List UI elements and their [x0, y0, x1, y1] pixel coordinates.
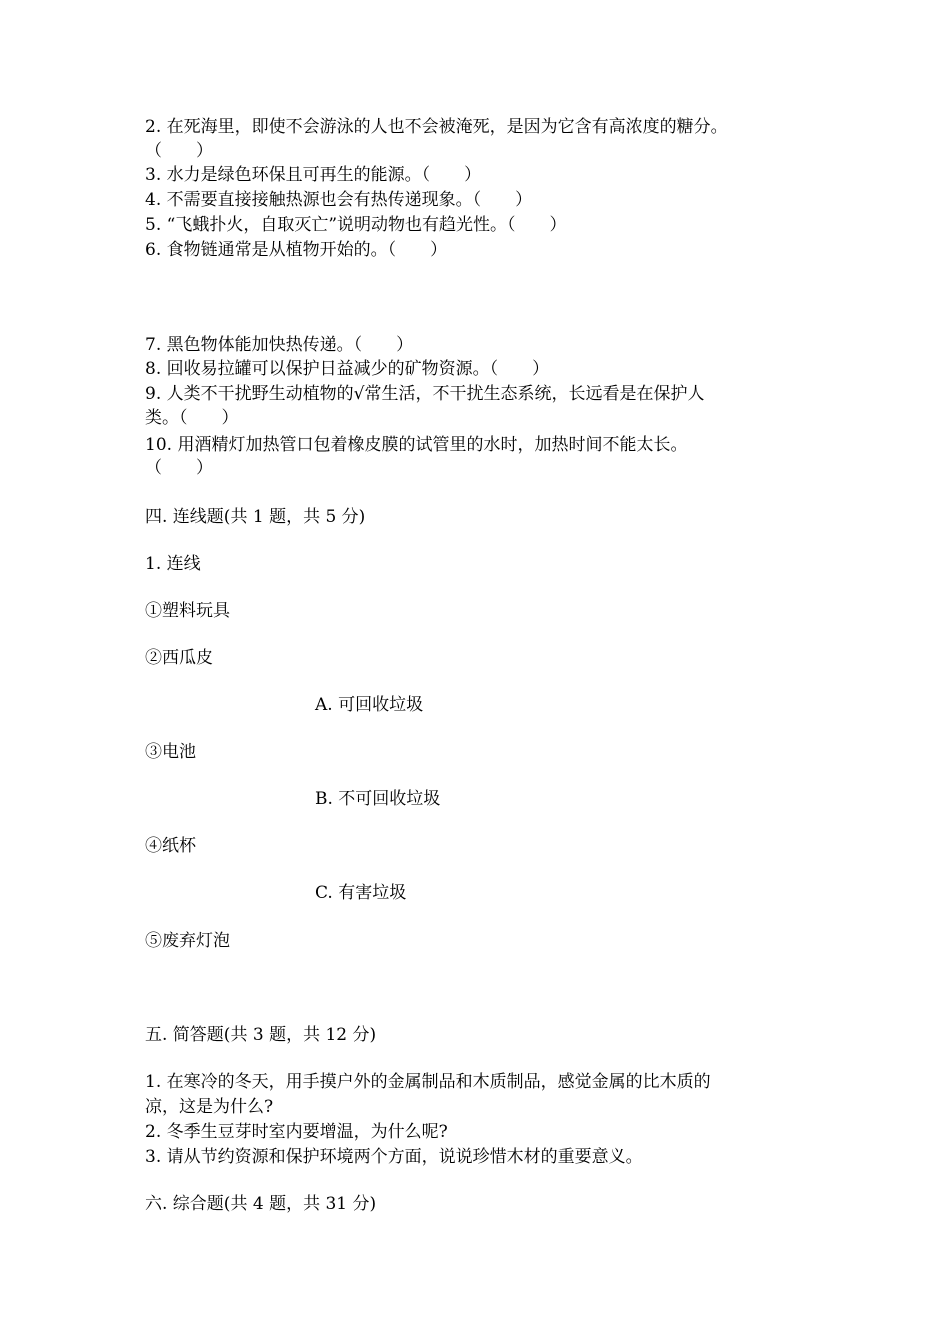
short-answer-q3: 3. 请从节约资源和保护环境两个方面，说说珍惜木材的重要意义。 [145, 1147, 643, 1167]
judgment-item-2: 2. 在死海里，即使不会游泳的人也不会被淹死，是因为它含有高浓度的糖分。 [145, 117, 728, 137]
judgment-item-7: 7. 黑色物体能加快热传递。（ ） [145, 335, 414, 355]
short-answer-q2: 2. 冬季生豆芽时室内要增温，为什么呢? [145, 1122, 448, 1142]
section-4-heading: 四. 连线题(共 1 题，共 5 分) [145, 507, 366, 527]
match-left-item-5: ⑤废弃灯泡 [145, 931, 230, 951]
judgment-item-5: 5. “飞蛾扑火，自取灭亡”说明动物也有趋光性。（ ） [145, 215, 567, 235]
judgment-item-2-bracket: （ ） [145, 141, 213, 161]
match-left-item-1: ①塑料玩具 [145, 601, 230, 621]
match-right-item-b: B. 不可回收垃圾 [315, 789, 441, 809]
section-5-heading: 五. 简答题(共 3 题，共 12 分) [145, 1025, 377, 1045]
short-answer-q1-cont: 凉，这是为什么? [145, 1097, 274, 1117]
judgment-item-6: 6. 食物链通常是从植物开始的。（ ） [145, 240, 448, 260]
match-right-item-c: C. 有害垃圾 [315, 883, 407, 903]
match-left-item-4: ④纸杯 [145, 836, 196, 856]
judgment-item-3: 3. 水力是绿色环保且可再生的能源。（ ） [145, 165, 482, 185]
match-left-item-3: ③电池 [145, 742, 196, 762]
judgment-item-4: 4. 不需要直接接触热源也会有热传递现象。（ ） [145, 190, 533, 210]
match-left-item-2: ②西瓜皮 [145, 648, 213, 668]
short-answer-q1: 1. 在寒冷的冬天，用手摸户外的金属制品和木质制品，感觉金属的比木质的 [145, 1072, 711, 1092]
section-4-question: 1. 连线 [145, 554, 201, 574]
judgment-item-10-bracket: （ ） [145, 458, 213, 478]
judgment-item-9: 9. 人类不干扰野生动植物的√常生活，不干扰生态系统，长远看是在保护人 [145, 384, 705, 404]
judgment-item-9-cont: 类。（ ） [145, 408, 239, 428]
judgment-item-8: 8. 回收易拉罐可以保护日益减少的矿物资源。（ ） [145, 359, 550, 379]
section-6-heading: 六. 综合题(共 4 题，共 31 分) [145, 1194, 377, 1214]
judgment-item-10: 10. 用酒精灯加热管口包着橡皮膜的试管里的水时，加热时间不能太长。 [145, 435, 688, 455]
match-right-item-a: A. 可回收垃圾 [315, 695, 424, 715]
